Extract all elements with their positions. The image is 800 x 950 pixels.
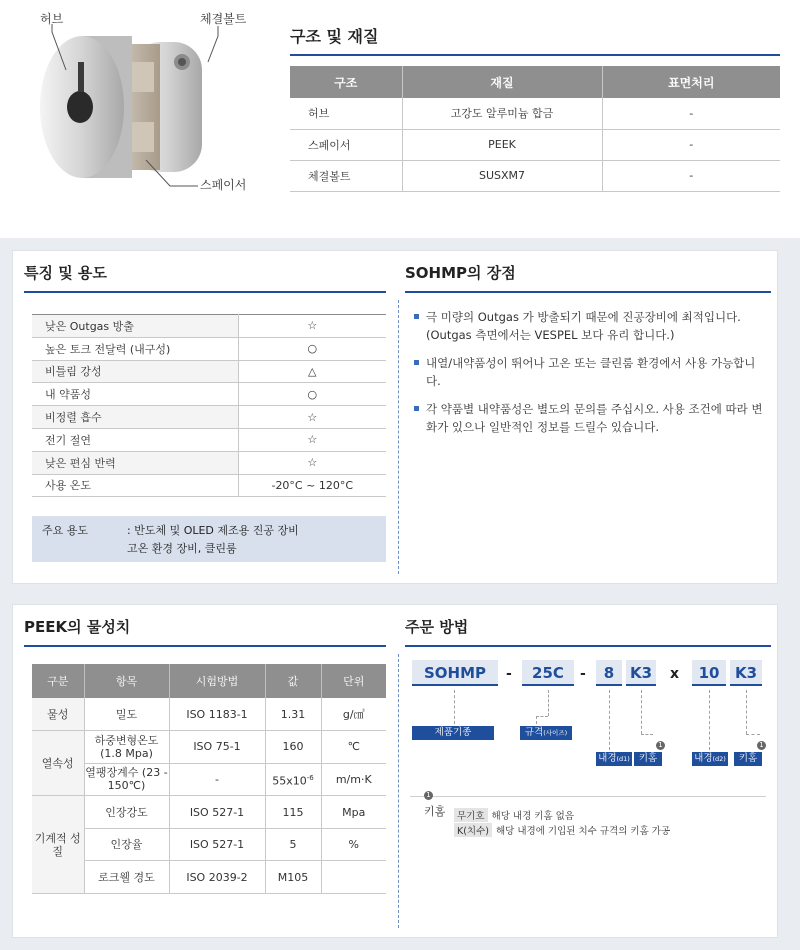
peek-item: 로크웰 경도 (84, 861, 169, 894)
tag-bore-small: (d2) (712, 755, 726, 763)
advantages-title: SOHMP의 장점 (405, 262, 771, 293)
tag-spec-small: (사이즈) (543, 729, 568, 737)
peek-value: 5 (265, 828, 321, 861)
feature-name: 높은 토크 전달력 (내구성) (32, 337, 238, 360)
callout-bolt: 체결볼트 (200, 12, 247, 26)
code-key-2: K3 (730, 660, 762, 686)
table-row (32, 360, 386, 383)
top-section (0, 0, 800, 238)
feature-rating: ○ (238, 383, 386, 406)
table-row (32, 763, 386, 796)
table-row (32, 428, 386, 451)
peek-value: 160 (265, 731, 321, 764)
peek-value (265, 763, 321, 796)
tag-bore-d1 (596, 752, 632, 766)
peek-table-wrap (32, 664, 386, 894)
peek-item: 인장강도 (84, 796, 169, 829)
code-size: 25C (522, 660, 574, 686)
peek-item: 밀도 (84, 698, 169, 731)
feature-rating: ☆ (238, 451, 386, 474)
structure-cell: 허브 (290, 98, 402, 129)
usage-label: 주요 용도 (42, 524, 89, 537)
table-row (290, 160, 780, 191)
tag-bore-d2 (692, 752, 728, 766)
usage-box (32, 516, 386, 562)
code-bore-d2: 10 (692, 660, 726, 686)
code-separator: - (506, 666, 512, 682)
structure-cell: 고강도 알루미늄 합금 (402, 98, 602, 129)
peek-method: ISO 1183-1 (169, 698, 265, 731)
tag-bore-label: 내경 (598, 753, 617, 764)
peek-unit: g/㎤ (321, 698, 386, 731)
structure-cell: - (602, 129, 780, 160)
peek-item: 인장율 (84, 828, 169, 861)
tag-keyway-2: 키홈 (734, 752, 762, 766)
peek-value: 115 (265, 796, 321, 829)
code-separator: - (580, 666, 586, 682)
table-row (32, 337, 386, 360)
callout-lines (0, 0, 300, 200)
peek-method: ISO 2039-2 (169, 861, 265, 894)
peek-value: M105 (265, 861, 321, 894)
structure-section (290, 24, 780, 192)
peek-header: 값 (265, 664, 321, 698)
peek-header: 시험방법 (169, 664, 265, 698)
peek-value-exp: -6 (306, 773, 314, 782)
table-row (32, 698, 386, 731)
code-multiply: x (670, 666, 680, 682)
table-row (32, 731, 386, 764)
peek-value: 1.31 (265, 698, 321, 731)
structure-title: 구조 및 재질 (290, 24, 780, 56)
feature-name: 비정렬 흡수 (32, 406, 238, 429)
keyway-row (454, 823, 670, 837)
list-item: 극 미량의 Outgas 가 방출되기 때문에 진공장비에 최적입니다. (Outgas 측면에서는 VESPEL 보다 유리 합니다.) (412, 308, 770, 344)
feature-name: 전기 절연 (32, 428, 238, 451)
divider (410, 796, 766, 797)
leader-line (746, 690, 747, 734)
feature-rating: ☆ (238, 428, 386, 451)
leader-line (536, 716, 548, 717)
leader-line (746, 734, 760, 735)
column-divider (398, 300, 399, 574)
leader-line (454, 690, 455, 724)
peek-header: 단위 (321, 664, 386, 698)
keyway-title: 키홈 (424, 805, 446, 818)
tag-bore-small: (d1) (616, 755, 630, 763)
structure-cell: PEEK (402, 129, 602, 160)
peek-method: - (169, 763, 265, 796)
peek-group: 열속성 (32, 731, 84, 796)
leader-line (548, 690, 549, 716)
table-row (32, 474, 386, 497)
structure-cell: 스페이서 (290, 129, 402, 160)
peek-unit: Mpa (321, 796, 386, 829)
peek-item: 하중변형온도 (1.8 Mpa) (84, 731, 169, 764)
note-badge-icon: 1 (656, 741, 665, 750)
structure-cell: - (602, 160, 780, 191)
peek-unit: ℃ (321, 731, 386, 764)
note-badge-icon: 1 (757, 741, 766, 750)
feature-name: 낮은 편심 반력 (32, 451, 238, 474)
tag-bore-label: 내경 (694, 753, 713, 764)
structure-cell: SUSXM7 (402, 160, 602, 191)
structure-table (290, 66, 780, 192)
features-table-wrap (32, 314, 386, 497)
peek-group: 물성 (32, 698, 84, 731)
table-row (290, 98, 780, 129)
order-title: 주문 방법 (405, 616, 771, 647)
peek-group: 기계적 성질 (32, 796, 84, 894)
table-row (32, 383, 386, 406)
peek-unit (321, 861, 386, 894)
callout-hub: 허브 (40, 12, 64, 26)
table-row (32, 796, 386, 829)
peek-method: ISO 75-1 (169, 731, 265, 764)
table-row (32, 451, 386, 474)
leader-line (609, 690, 610, 750)
keyway-desc: 해당 내경 키홈 없음 (491, 811, 575, 822)
keyway-desc: 해당 내경에 기입된 치수 규격의 키홈 가공 (496, 826, 671, 837)
leader-line (641, 734, 653, 735)
code-key-1: K3 (626, 660, 656, 686)
usage-line-2: 고온 환경 장비, 클린룸 (127, 542, 237, 555)
keyway-code: 무기호 (454, 808, 488, 822)
features-title: 특징 및 용도 (24, 262, 386, 293)
structure-header: 재질 (402, 66, 602, 98)
structure-cell: 체결볼트 (290, 160, 402, 191)
peek-unit: m/m·K (321, 763, 386, 796)
structure-header: 구조 (290, 66, 402, 98)
leader-line (536, 716, 537, 724)
table-row (32, 861, 386, 894)
callout-spacer: 스페이서 (200, 178, 247, 192)
usage-line-1: : 반도체 및 OLED 제조용 진공 장비 (127, 524, 299, 537)
peek-table (32, 664, 386, 894)
keyway-row (454, 808, 574, 822)
feature-rating: ☆ (238, 406, 386, 429)
code-product: SOHMP (412, 660, 498, 686)
code-bore-d1: 8 (596, 660, 622, 686)
tag-keyway-1: 키홈 (634, 752, 662, 766)
peek-header: 구분 (32, 664, 84, 698)
feature-rating: ☆ (238, 315, 386, 338)
structure-cell: - (602, 98, 780, 129)
column-divider (398, 654, 399, 928)
tag-spec (520, 726, 572, 740)
features-table (32, 314, 386, 497)
tag-product-type: 제품기종 (412, 726, 494, 740)
peek-header: 항목 (84, 664, 169, 698)
keyway-code: K(치수) (454, 823, 492, 837)
feature-name: 비틀림 강성 (32, 360, 238, 383)
list-item: 내열/내약품성이 뛰어나 고온 또는 클린룸 환경에서 사용 가능합니다. (412, 354, 770, 390)
table-row (290, 129, 780, 160)
peek-title: PEEK의 물성치 (24, 616, 386, 647)
structure-header: 표면처리 (602, 66, 780, 98)
leader-line (709, 690, 710, 750)
advantages-list (412, 308, 770, 446)
peek-value-base: 55x10 (272, 774, 307, 788)
leader-line (641, 690, 642, 734)
peek-method: ISO 527-1 (169, 828, 265, 861)
tag-spec-label: 규격 (524, 727, 544, 738)
table-row (32, 406, 386, 429)
note-badge-icon: 1 (424, 791, 433, 800)
order-diagram (410, 660, 770, 860)
feature-name: 사용 온도 (32, 474, 238, 497)
table-row (32, 828, 386, 861)
peek-item: 열팽장계수 (23 - 150℃) (84, 763, 169, 796)
peek-unit: % (321, 828, 386, 861)
peek-method: ISO 527-1 (169, 796, 265, 829)
feature-name: 내 약품성 (32, 383, 238, 406)
table-row (32, 315, 386, 338)
feature-rating: -20°C ~ 120°C (238, 474, 386, 497)
feature-rating: ○ (238, 337, 386, 360)
feature-name: 낮은 Outgas 방출 (32, 315, 238, 338)
feature-rating: △ (238, 360, 386, 383)
list-item: 각 약품별 내약품성은 별도의 문의를 주십시오. 사용 조건에 따라 변화가 있으나 일반적인 정보를 드릴수 있습니다. (412, 400, 770, 436)
